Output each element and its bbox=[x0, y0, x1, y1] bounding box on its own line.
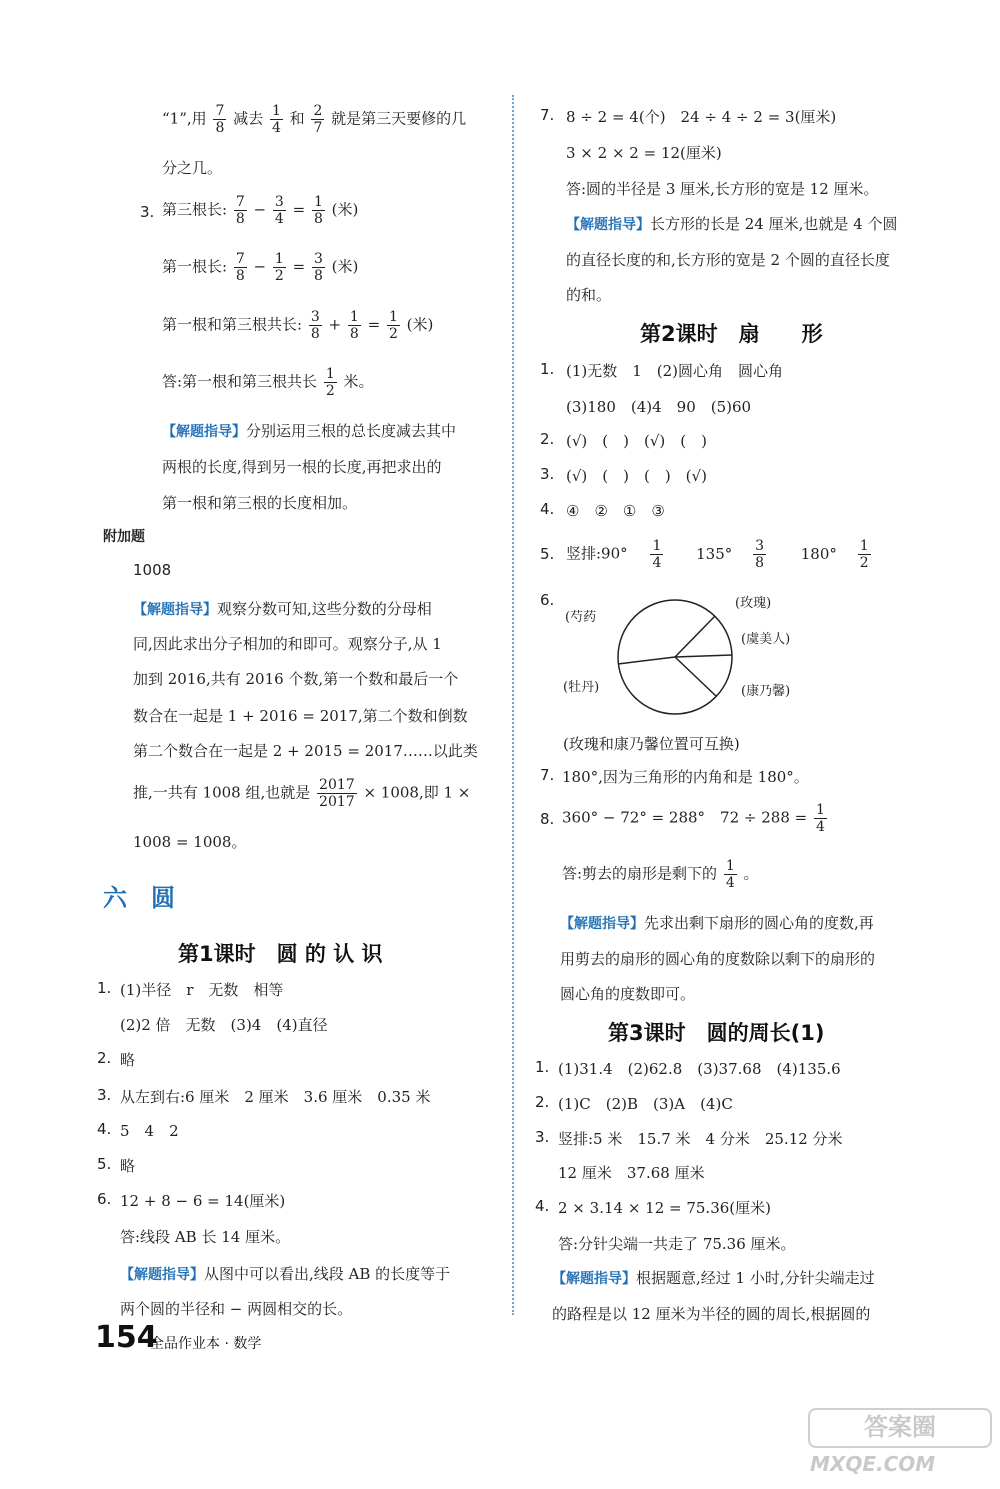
bonus-title: 附加题 bbox=[103, 529, 145, 545]
pie-diagram bbox=[610, 592, 750, 732]
list-item: 12 厘米 37.68 厘米 bbox=[558, 1164, 705, 1182]
item-number: 8. bbox=[540, 810, 555, 828]
column-divider bbox=[512, 95, 514, 1315]
item-number: 4. bbox=[535, 1197, 550, 1215]
label-mudan: (牡丹) bbox=[563, 680, 600, 695]
chapter-title: 六 圆 bbox=[103, 884, 175, 912]
q3-line-1: 第三根长: $\frac{7}{8}$ − $\frac{3}{4}$ = $\frac{1}{8}$ (米) bbox=[162, 194, 359, 227]
list-item: 答:线段 AB 长 14 厘米。 bbox=[120, 1228, 291, 1246]
label-kangnaixin: (康乃馨) bbox=[741, 684, 791, 699]
tip-5-line-3: 圆心角的度数即可。 bbox=[560, 985, 696, 1003]
tip-6: 【解题指导】根据题意,经过 1 小时,分针尖端走过 bbox=[552, 1269, 875, 1287]
q7-line-1: 8 ÷ 2 = 4(个) 24 ÷ 4 ÷ 2 = 3(厘米) bbox=[566, 108, 837, 126]
lesson-2-title: 第2课时 扇 形 bbox=[640, 322, 823, 346]
item-number: 5. bbox=[97, 1155, 112, 1173]
list-item: (3)180 (4)4 90 (5)60 bbox=[566, 398, 752, 416]
tip-2-line-5: 第二个数合在一起是 2 + 2015 = 2017……以此类 bbox=[133, 742, 478, 760]
tip-3-line-2: 两个圆的半径和 − 两圆相交的长。 bbox=[120, 1300, 353, 1318]
item-number: 2. bbox=[535, 1093, 550, 1111]
item-number: 1. bbox=[535, 1058, 550, 1076]
item-number: 2. bbox=[540, 430, 555, 448]
item-number: 2. bbox=[97, 1049, 112, 1067]
q3-answer: 答:第一根和第三根共长 $\frac{1}{2}$ 米。 bbox=[162, 366, 374, 399]
tip-5-line-2: 用剪去的扇形的圆心角的度数除以剩下的扇形的 bbox=[560, 950, 876, 968]
list-item: (√) ( ) ( ) (√) bbox=[566, 467, 707, 485]
q8-answer: 答:剪去的扇形是剩下的 $\frac{1}{4}$ 。 bbox=[562, 858, 759, 891]
pie-radius bbox=[618, 657, 675, 664]
item-number: 3. bbox=[540, 465, 555, 483]
tip-label: 【解题指导】 bbox=[552, 1271, 636, 1287]
item-number: 4. bbox=[540, 500, 555, 518]
tip-3: 【解题指导】从图中可以看出,线段 AB 的长度等于 bbox=[120, 1265, 451, 1283]
list-item: 12 + 8 − 6 = 14(厘米) bbox=[120, 1192, 286, 1210]
list-item: 竖排:5 米 15.7 米 4 分米 25.12 分米 bbox=[558, 1130, 843, 1148]
tip-label: 【解题指导】 bbox=[162, 424, 246, 440]
tip-2-line-7: 1008 = 1008。 bbox=[133, 833, 247, 851]
list-item: (1)C (2)B (3)A (4)C bbox=[558, 1095, 733, 1113]
list-item: (1)半径 r 无数 相等 bbox=[120, 981, 284, 999]
pie-radius bbox=[675, 655, 732, 657]
list-item: ④ ② ① ③ bbox=[566, 502, 665, 520]
book-title: 全品作业本 · 数学 bbox=[150, 1336, 262, 1352]
label-shaoyao: (芍药 bbox=[565, 610, 597, 625]
item-number: 4. bbox=[97, 1120, 112, 1138]
item-number: 7. bbox=[540, 106, 555, 124]
tip-label: 【解题指导】 bbox=[133, 602, 217, 618]
q7-line-2: 3 × 2 × 2 = 12(厘米) bbox=[566, 144, 722, 162]
watermark-logo bbox=[808, 1408, 992, 1448]
tip-2-line-4: 数合在一起是 1 + 2016 = 2017,第二个数和倒数 bbox=[133, 707, 468, 725]
list-item: 从左到右:6 厘米 2 厘米 3.6 厘米 0.35 米 bbox=[120, 1088, 431, 1106]
pie-radius bbox=[675, 657, 716, 696]
list-item: 略 bbox=[120, 1051, 136, 1069]
tip-4-line-2: 的直径长度的和,长方形的宽是 2 个圆的直径长度 bbox=[566, 251, 890, 269]
item-number: 6. bbox=[97, 1190, 112, 1208]
page-number: 154 bbox=[95, 1320, 158, 1355]
item-number: 5. bbox=[540, 545, 555, 563]
item-number: 1. bbox=[540, 360, 555, 378]
watermark-top: 答案圈 bbox=[864, 1413, 936, 1441]
tip-4-line-3: 的和。 bbox=[566, 286, 612, 304]
list-item: (2)2 倍 无数 (3)4 (4)直径 bbox=[120, 1016, 328, 1034]
item-number: 7. bbox=[540, 766, 555, 784]
item-number: 6. bbox=[540, 591, 555, 609]
list-item: (√) ( ) (√) ( ) bbox=[566, 432, 707, 450]
q7-line-3: 答:圆的半径是 3 厘米,长方形的宽是 12 厘米。 bbox=[566, 180, 879, 198]
q3-line-3: 第一根和第三根共长: $\frac{3}{8}$ + $\frac{1}{8}$ = $\frac{1}{2}$ (米) bbox=[162, 309, 434, 342]
bonus-answer: 1008 bbox=[133, 561, 172, 579]
tip-2-line-2: 同,因此求出分子相加的和即可。观察分子,从 1 bbox=[133, 635, 442, 653]
item-number: 3. bbox=[535, 1128, 550, 1146]
tip-2: 【解题指导】观察分数可知,这些分数的分母相 bbox=[133, 600, 432, 618]
label-yumeiren: (虞美人) bbox=[741, 632, 791, 647]
tip-5: 【解题指导】先求出剩下扇形的圆心角的度数,再 bbox=[560, 914, 874, 932]
tip-2-line-6: 推,一共有 1008 组,也就是 $\frac{2017}{2017}$ × 1008,即 1 × bbox=[133, 777, 471, 810]
tip-1-line-3: 第一根和第三根的长度相加。 bbox=[162, 494, 358, 512]
q3-line-2: 第一根长: $\frac{7}{8}$ − $\frac{1}{2}$ = $\frac{3}{8}$ (米) bbox=[162, 251, 359, 284]
tip-label: 【解题指导】 bbox=[120, 1267, 204, 1283]
q8-line: 360° − 72° = 288° 72 ÷ 288 = $\frac{1}{4}$ bbox=[562, 802, 825, 835]
list-item: (1)无数 1 (2)圆心角 圆心角 bbox=[566, 362, 784, 380]
q6-note: (玫瑰和康乃馨位置可互换) bbox=[563, 735, 740, 753]
pie-radius bbox=[675, 616, 715, 657]
list-item: 5 4 2 bbox=[120, 1122, 179, 1140]
tip-label: 【解题指导】 bbox=[566, 217, 650, 233]
tip-6-line-2: 的路程是以 12 厘米为半径的圆的周长,根据圆的 bbox=[552, 1305, 871, 1323]
tip-2-line-3: 加到 2016,共有 2016 个数,第一个数和最后一个 bbox=[133, 670, 459, 688]
item-number: 1. bbox=[97, 979, 112, 997]
q3-number: 3. bbox=[140, 203, 155, 221]
q7b-text: 180°,因为三角形的内角和是 180°。 bbox=[562, 768, 809, 786]
tip-1-line-2: 两根的长度,得到另一根的长度,再把求出的 bbox=[162, 458, 442, 476]
lesson-3-title: 第3课时 圆的周长(1) bbox=[608, 1021, 825, 1045]
tip-1: 【解题指导】分别运用三根的总长度减去其中 bbox=[162, 422, 457, 440]
watermark-url: MXQE.COM bbox=[810, 1452, 936, 1476]
list-item: 略 bbox=[120, 1157, 136, 1175]
intro-line-2: 分之几。 bbox=[162, 159, 223, 177]
tip-4: 【解题指导】长方形的长是 24 厘米,也就是 4 个圆 bbox=[566, 215, 898, 233]
lesson-1-title: 第1课时 圆 的 认 识 bbox=[178, 942, 383, 966]
label-meigui: (玫瑰) bbox=[735, 596, 772, 611]
list-item: 答:分针尖端一共走了 75.36 厘米。 bbox=[558, 1235, 796, 1253]
list-item: 2 × 3.14 × 12 = 75.36(厘米) bbox=[558, 1199, 771, 1217]
item-number: 3. bbox=[97, 1086, 112, 1104]
intro-line-1: “1”,用 $\frac{7}{8}$ 减去 $\frac{1}{4}$ 和 $\frac{2}{7}$ 就是第三天要修的几 bbox=[162, 103, 467, 136]
q5-line: 竖排:90° $\frac{1}{4}$ 135° $\frac{3}{8}$ 180° $\frac{1}{2}$ bbox=[566, 538, 869, 571]
list-item: (1)31.4 (2)62.8 (3)37.68 (4)135.6 bbox=[558, 1060, 841, 1078]
tip-label: 【解题指导】 bbox=[560, 916, 644, 932]
